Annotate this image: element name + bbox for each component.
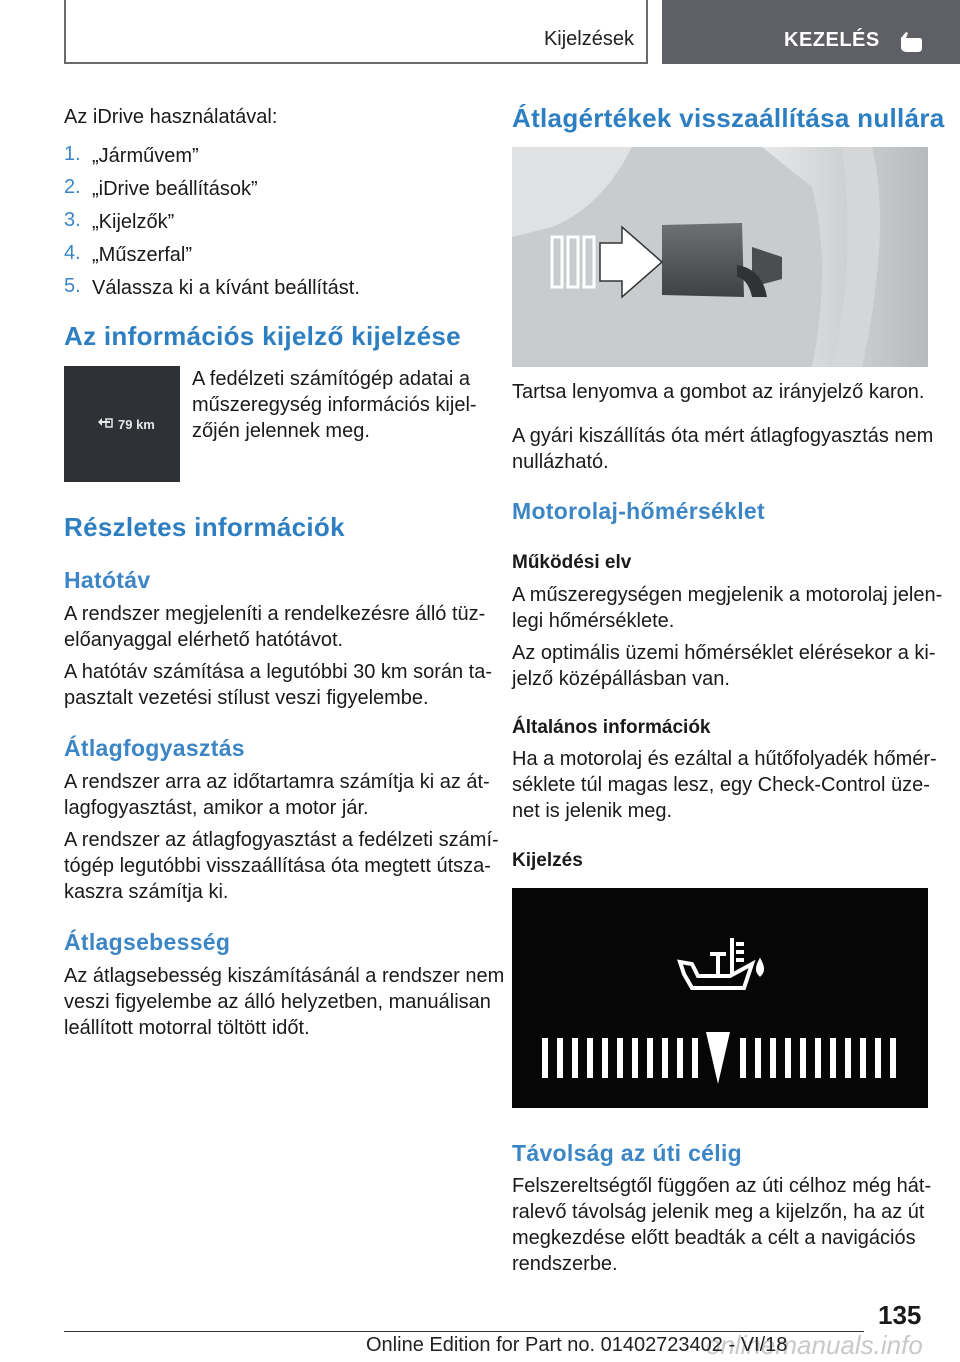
step-number: 5. (64, 275, 81, 297)
reset-text: Tartsa lenyomva a gombot az irányjelző karon. (512, 381, 925, 403)
consumption-text-line: lagfogyasztást, amikor a motor jár. (64, 797, 369, 819)
consumption-text-line: A rendszer az átlagfogyasztást a fedélzeti számí- (64, 829, 499, 851)
avg-speed-heading: Átlagsebesség (64, 929, 231, 955)
general-text-line: Ha a motorolaj és ezáltal a hűtőfolyadék hőmér- (512, 748, 937, 770)
step-text: „Kijelzők” (92, 211, 175, 233)
distance-text-line: megkezdése előtt beadták a célt a navigációs (512, 1227, 916, 1249)
oil-temp-heading: Motorolaj-hőmérséklet (512, 498, 765, 524)
step-number: 3. (64, 209, 81, 231)
turn-signal-stalk-image (512, 147, 928, 367)
general-text-line: séklete túl magas lesz, egy Check-Control üze- (512, 774, 930, 796)
distance-text-line: ralevő távolság jelenik meg a kijelzőn, ha az út (512, 1201, 925, 1223)
header-section-box (64, 0, 648, 64)
speed-text-line: Az átlagsebesség kiszámításánál a rendszer nem (64, 965, 505, 987)
pointing-hand-icon (898, 26, 924, 54)
step-number: 4. (64, 242, 81, 264)
info-display-heading: Az információs kijelző kijelzése (64, 321, 461, 351)
consumption-heading: Átlagfogyasztás (64, 735, 245, 761)
step-number: 2. (64, 176, 81, 198)
range-heading: Hatótáv (64, 567, 151, 593)
range-text-line: A hatótáv számítása a legutóbbi 30 km során ta- (64, 661, 493, 683)
step-text: „Műszerfal” (92, 244, 193, 266)
range-text-line: előanyaggal elérhető hatótávot. (64, 629, 344, 651)
step-text: Válassza ki a kívánt beállítást. (92, 277, 360, 299)
info-text-line: műszeregység információs kijel- (192, 394, 477, 416)
watermark: onlinemanuals.info (706, 1330, 923, 1360)
reset-text-line: nullázható. (512, 451, 609, 473)
speed-text-line: leállított motorral töltött időt. (64, 1017, 310, 1039)
range-value: 79 km (118, 417, 155, 432)
reset-text-line: A gyári kiszállítás óta mért átlagfogyasztás nem (512, 425, 934, 447)
distance-heading: Távolság az úti célig (512, 1140, 742, 1166)
consumption-text-line: kaszra számítja ki. (64, 881, 229, 903)
distance-text-line: Felszereltségtől függően az úti célhoz még hát- (512, 1175, 932, 1197)
step-number: 1. (64, 143, 81, 165)
info-text-line: zőjén jelennek meg. (192, 420, 370, 442)
principle-text-line: A műszeregységen megjelenik a motorolaj jelen- (512, 584, 943, 606)
section-title: Kijelzések (543, 28, 634, 50)
consumption-text-line: tógép legutóbbi visszaállítása óta megtett útsza- (64, 855, 491, 877)
range-text-line: A rendszer megjeleníti a rendelkezésre álló tüz- (64, 603, 486, 625)
turn-signal-stalk-illustration (512, 147, 928, 367)
info-text-line: A fedélzeti számítógép adatai a (192, 368, 470, 390)
reset-heading: Átlagértékek visszaállítása nullára (512, 103, 945, 133)
oil-temperature-icon (680, 938, 762, 988)
details-heading: Részletes információk (64, 512, 345, 542)
general-info-heading: Általános információk (512, 717, 711, 738)
principle-text-line: jelző középállásban van. (512, 668, 730, 690)
distance-text-line: rendszerbe. (512, 1253, 618, 1275)
chapter-tab (662, 0, 960, 64)
display-heading: Kijelzés (512, 850, 583, 871)
principle-text-line: legi hőmérséklete. (512, 610, 675, 632)
oil-temperature-display-image (512, 888, 928, 1108)
edition-text: Online Edition for Part no. 01402723402 - VI/18 (366, 1334, 788, 1356)
general-text-line: net is jelenik meg. (512, 800, 673, 822)
principle-heading: Működési elv (512, 552, 632, 573)
oil-temperature-gauge (512, 888, 928, 1108)
page-number: 135 (878, 1300, 922, 1330)
speed-text-line: veszi figyelembe az álló helyzetben, manuálisan (64, 991, 491, 1013)
info-display-image (64, 366, 180, 482)
intro-text: Az iDrive használatával: (64, 106, 278, 128)
gauge-needle (706, 1032, 730, 1084)
step-text: „Járművem” (92, 145, 199, 167)
step-text: „iDrive beállítások” (92, 178, 258, 200)
chapter-title: KEZELÉS (784, 29, 880, 51)
range-text-line: pasztalt vezetési stílust veszi figyelembe. (64, 687, 429, 709)
consumption-text-line: A rendszer arra az időtartamra számítja ki az át- (64, 771, 490, 793)
principle-text-line: Az optimális üzemi hőmérséklet elérésekor a ki- (512, 642, 936, 664)
